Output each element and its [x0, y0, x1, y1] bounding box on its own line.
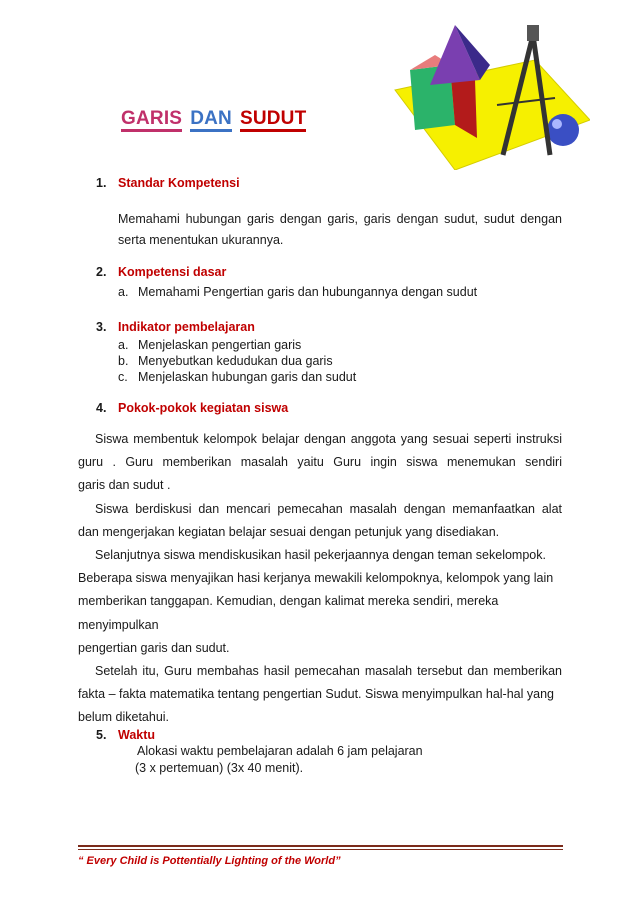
- section-5-heading: [96, 728, 155, 742]
- paragraph-line: guru . Guru memberikan masalah yaitu Guru ingin siswa menemukan sendiri: [78, 455, 562, 470]
- section-5-title: Waktu: [118, 728, 156, 742]
- paragraph-line: Siswa membentuk kelompok belajar dengan anggota yang sesuai seperti instruksi: [95, 432, 562, 446]
- item-label: b.: [118, 354, 129, 368]
- title-word-sudut: SUDUT: [240, 108, 306, 132]
- section-3-heading: [96, 320, 255, 334]
- section-1-title: Standar Kompetensi: [118, 176, 240, 190]
- footer-divider: [78, 845, 563, 847]
- geometry-compass-icon: [385, 20, 590, 170]
- section-1-line: serta menentukan ukurannya.: [118, 233, 284, 247]
- item-label: a.: [118, 285, 129, 299]
- paragraph-line: Beberapa siswa menyajikan hasi kerjanya mewakili kelompoknya, kelompok yang lain: [78, 571, 554, 586]
- section-3-list: [118, 337, 356, 385]
- paragraph-line: Alokasi waktu pembelajaran adalah 6 jam pelajaran: [137, 744, 423, 758]
- paragraph-line: belum diketahui.: [78, 710, 170, 725]
- paragraph-line: pengertian garis dan sudut.: [78, 640, 230, 655]
- section-4-heading: [96, 401, 288, 415]
- section-2-heading: [96, 265, 226, 279]
- section-3-title: Indikator pembelajaran: [118, 320, 255, 334]
- section-4-body: [78, 428, 562, 730]
- paragraph-line: garis dan sudut .: [78, 478, 171, 493]
- item-label: a.: [118, 338, 129, 352]
- page-title: [121, 108, 314, 130]
- paragraph-line: (3 x pertemuan) (3x 40 menit).: [135, 761, 304, 775]
- footer-divider-thin: [78, 849, 563, 850]
- item-text: Memahami Pengertian garis dan hubungannya dengan sudut: [138, 285, 478, 299]
- list-item: [118, 337, 356, 353]
- item-text: Menyebutkan kedudukan dua garis: [138, 354, 333, 368]
- section-2-item: [118, 284, 477, 300]
- section-3-number: 3.: [96, 320, 107, 334]
- section-4-number: 4.: [96, 401, 107, 415]
- section-2-title: Kompetensi dasar: [118, 265, 227, 279]
- list-item: [118, 369, 356, 385]
- title-word-garis: GARIS: [121, 108, 182, 132]
- paragraph-line: memberikan tanggapan. Kemudian, dengan kalimat mereka sendiri, mereka menyimpulkan: [78, 594, 499, 632]
- section-1-line: Memahami hubungan garis dengan garis, garis dengan sudut, sudut dengan: [118, 212, 562, 226]
- section-2-number: 2.: [96, 265, 107, 279]
- paragraph-line: Selanjutnya siswa mendiskusikan hasil pekerjaannya dengan teman sekelompok.: [95, 547, 546, 562]
- section-1-heading: [96, 176, 240, 190]
- item-text: Menjelaskan hubungan garis dan sudut: [138, 370, 357, 384]
- title-word-dan: DAN: [190, 108, 232, 132]
- geometry-illustration: [385, 20, 590, 170]
- paragraph-line: Siswa berdiskusi dan mencari pemecahan masalah dengan memanfaatkan alat: [95, 501, 562, 516]
- section-5-number: 5.: [96, 728, 107, 742]
- item-text: Menjelaskan pengertian garis: [138, 338, 302, 352]
- section-4-title: Pokok-pokok kegiatan siswa: [118, 401, 289, 415]
- section-1-body: [118, 209, 562, 251]
- list-item: [118, 353, 356, 369]
- section-5-body: [137, 743, 423, 777]
- section-1-number: 1.: [96, 176, 107, 190]
- paragraph-line: fakta – fakta matematika tentang pengertian Sudut. Siswa menyimpulkan hal-hal yang: [78, 687, 554, 702]
- paragraph-line: Setelah itu, Guru membahas hasil pemecahan masalah tersebut dan memberikan: [95, 663, 562, 678]
- item-label: c.: [118, 370, 128, 384]
- paragraph-line: dan mengerjakan kegiatan belajar sesuai dengan petunjuk yang disediakan.: [78, 524, 500, 539]
- footer-quote: “ Every Child is Pottentially Lighting of the World”: [78, 855, 341, 867]
